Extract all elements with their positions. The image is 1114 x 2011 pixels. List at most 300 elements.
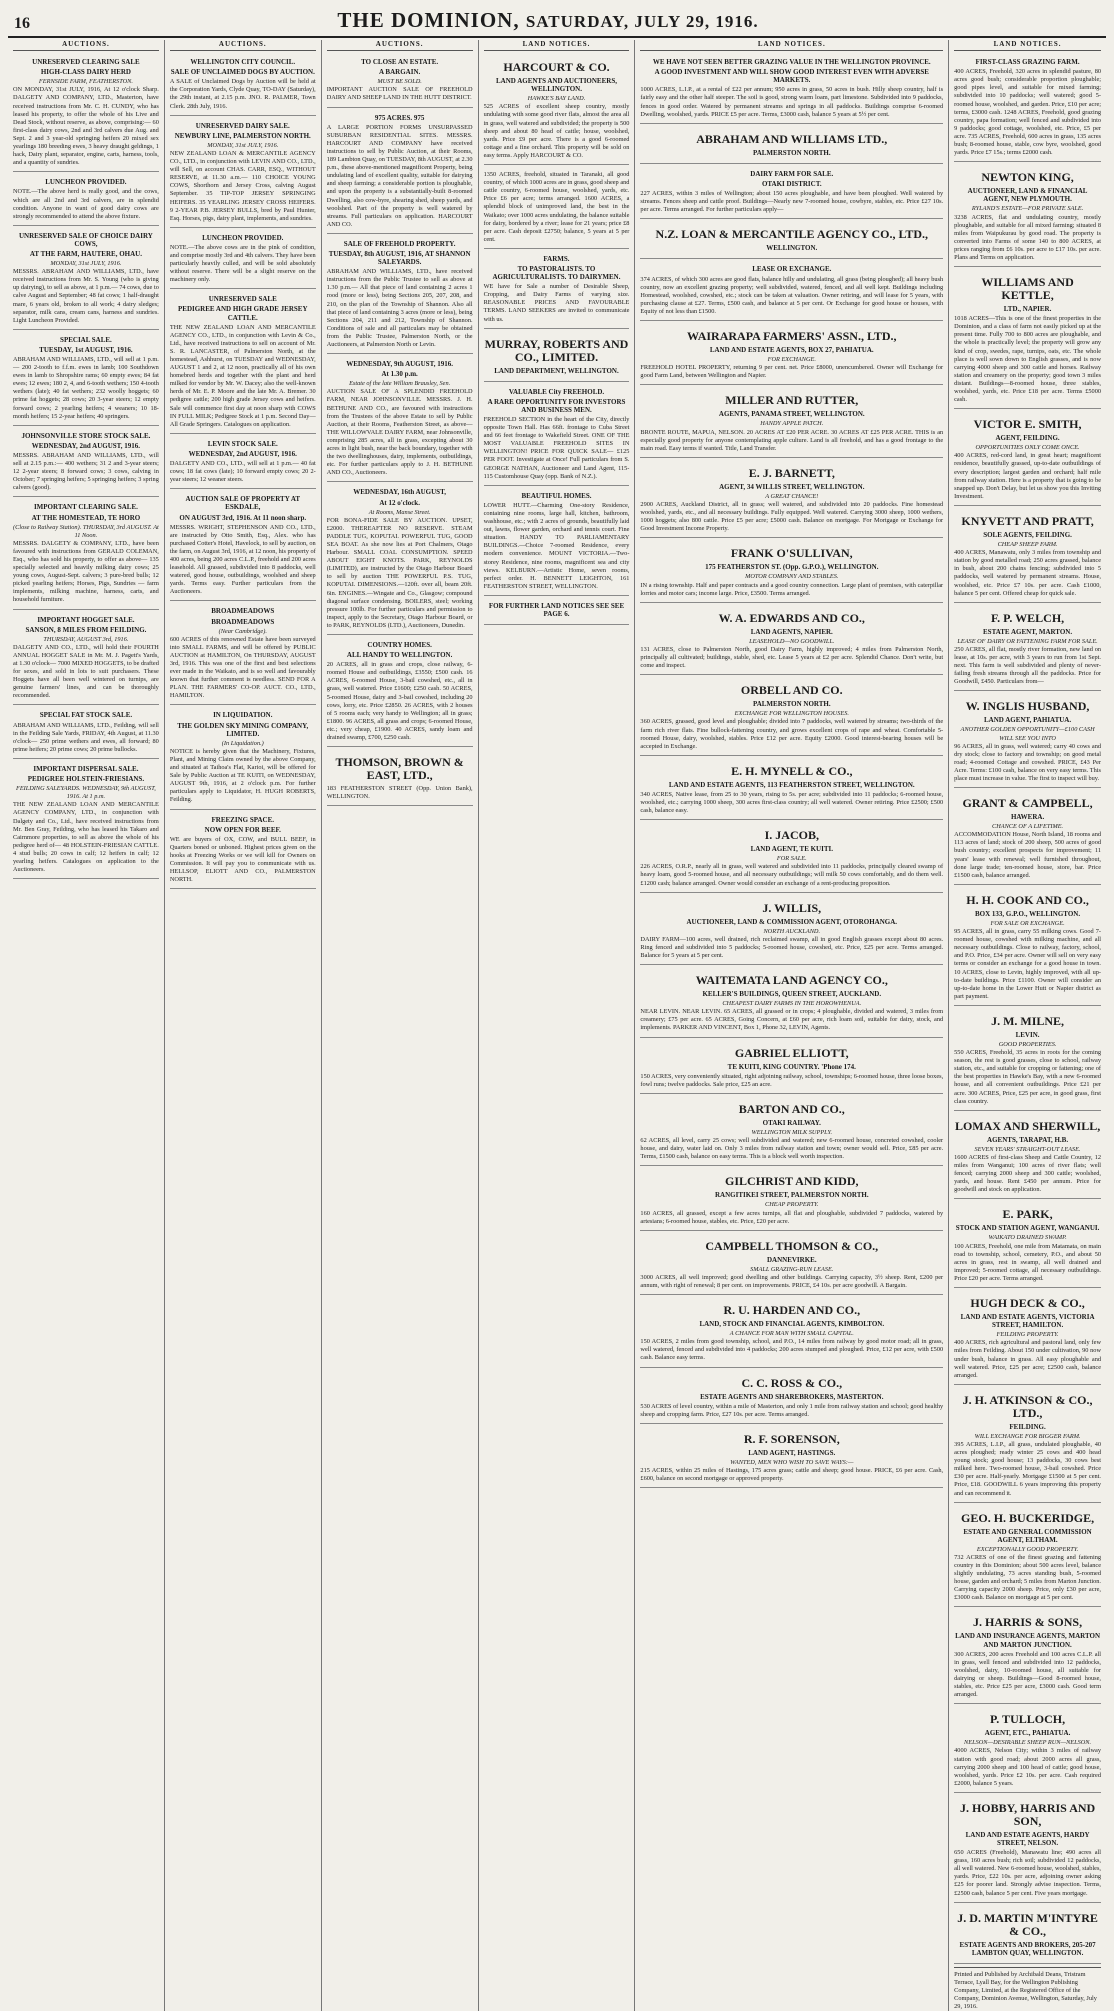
advertisement	[640, 388, 943, 457]
ad-headline: ORBELL AND CO.	[740, 683, 843, 698]
ad-body: ABRAHAM AND WILLIAMS, LTD., will sell at 1 p.m.— 200 2-tooth to f.f.m. ewes in lamb; 100 Southdown ewes in lamb to Shropshire rams; 60 empty ewes; 84 fat ewes; 12 ewes; 180 2, 4, and 6-tooth wethers; 150 4-tooth wethers (late); 40 fat wethers; 232 woolly hoggets; 60 prime fat hoggets; 28 cows; 20 3-year steers; 12 empty forward cows; 2 yearling heifers; 4 weaners; 10 18-month heifers; 15 2-year heifers; 40 springers.	[13, 356, 159, 420]
ad-body: 550 ACRES, Freehold, 35 acres in roots for the coming season, the rest is good grasses, close to school, railway station, etc., and suitable for cropping or fattening; one of the best properties in Hawke's Bay, with a new 6-roomed house, and all convenient outbuildings. Price £21 per acre. 300 ACRES, Price, £25 per acre, in good grass, first class country.	[954, 1049, 1101, 1105]
ad-body: BRONTE ROUTE, MAPUA, NELSON. 20 ACRES AT £20 PER ACRE. 30 ACRES AT £25 PER ACRE. THIS is an especially good property for anyone contemplating apple culture. Land is all freehold, and has a good frontage to the main road. Easy terms if wanted. Title, Land Transfer.	[640, 428, 944, 452]
ad-body: 525 ACRES of excellent sheep country, mostly undulating with some good river flats, almost the area all in grass, well watered and subdivided; the property is 500 sheep and about 80 head of cattle; house, woolshed, yards. Price £9 per acre. There is a good 6-roomed cottage and a fine orchard. This property will be sold on easy terms. Apply HARCOURT & CO.	[483, 103, 630, 159]
ad-body: 1018 ACRES—This is one of the finest properties in the Dominion, and a class of farm not easily picked up at the present time. Fully 700 to 800 acres are ploughable, and the whole is practically level; the property will grow any kind of crop, swedes, rape, turnips, oats, etc. The whole place is well sown down to English grasses, and is now carrying 4000 sheep and 300 cattle and horses. Railway station and creamery on the property; good town 3 miles distant. Buildings—8-roomed house, three stables, woolshed, yards, etc. Price £18 per acre. Terms £5000 cash.	[954, 315, 1101, 404]
ad-headline: BARTON AND CO.,	[738, 1101, 845, 1116]
ad-headline: LEVIN STOCK SALE.	[207, 439, 278, 448]
ad-headline: WILLIAMS AND KETTLE,	[981, 275, 1074, 303]
masthead	[8, 6, 1106, 38]
ad-subtitle: GOOD PROPERTIES.	[998, 1040, 1057, 1048]
ad-headline: FOR FURTHER LAND NOTICES SEE SEE PAGE 6.	[488, 601, 625, 618]
ad-body: 227 ACRES, within 3 miles of Wellington; about 150 acres ploughable, and have been ploughed. Well watered by streams. Fences sheep and cattle proof. Buildings—Nearly new 7-roomed house, cowbyre, stables, etc. Price £27 10s. per acre. Terms arranged. For further particulars apply—	[640, 190, 944, 214]
ad-headline: MILLER AND RUTTER,	[725, 393, 859, 408]
ad-headline: I. JACOB,	[764, 828, 819, 843]
ad-subtitle: At Rooms, Manse Street.	[368, 508, 431, 516]
ad-headline: MURRAY, ROBERTS AND CO., LIMITED.	[484, 336, 629, 364]
ad-subtitle: MONDAY, 31st JULY, 1916.	[50, 260, 122, 268]
ad-body: 2900 ACRES, Auckland District, all in grass; well watered, and subdivided into 20 paddocks. Fine homestead woolshed, yards, etc., and all necessary buildings. Fully equipped. Well watered. Carrying 3000 sheep, 1000 wethers, 1000 hoggets; also 800 cattle. Price £5 per acre; £5000 cash. Balance on mortgage. For Mortgage or Exchange for Good Investment Income Property.	[640, 501, 944, 533]
ad-headline: COUNTRY HOMES.	[367, 641, 432, 649]
issue-date: SATURDAY, JULY 29, 1916.	[525, 12, 759, 31]
ad-headline: VALUABLE City FREEHOLD.	[508, 387, 605, 396]
ad-headline: IMPORTANT CLEARING SALE.	[33, 503, 138, 512]
ad-headline: J. D. MARTIN M'INTYRE & CO.,	[957, 1910, 1098, 1938]
ad-subtitle: WAIKATO DRAINED SWAMP.	[988, 1234, 1067, 1242]
advertisement	[954, 412, 1101, 506]
ad-headline: C. C. ROSS & CO.,	[741, 1375, 843, 1390]
ad-headline: GRANT & CAMPBELL,	[962, 796, 1093, 811]
newspaper-title	[337, 8, 758, 36]
ad-title: TE KUITI, KING COUNTRY. 'Phone 174.	[727, 1062, 856, 1071]
ad-body: 4000 ACRES, Nelson City; within 3 miles of railway station with good road; about 2000 acres all grass, carrying 2000 sheep and 100 head of cattle; good house, woolshed, yards. Price £2 10s. per acre. Cash required £2000, balance 5 years.	[954, 1747, 1101, 1787]
ad-subtitle: WILL EXCHANGE FOR BIGGER FARM.	[974, 1432, 1081, 1440]
ad-title: NOW OPEN FOR BEEF.	[204, 825, 281, 834]
ad-body: MESSRS. ABRAHAM AND WILLIAMS, LTD., have received instructions from Mr. S. Young (who is giving up dairying), to sell as above, at 1 p.m.— 74 cows, due to calve August and September; 48 fat cows; 1 half-draught mare, 6 years old, broken to all work; 4 dairy sledges; separator, milk cans, cream cans, harness and sundries. Light Luncheon Provided.	[13, 268, 159, 324]
ad-body: FOR BONA-FIDE SALE BY AUCTION. UPSET, £2000. THEREAFTER NO RESERVE. STEAM PADDLE TUG, KOPUTAI. POWERFUL TUG, GOOD SEA BOAT. As she now lies at Port Chalmers, Otago Harbour. SMALL COAL CONSUMPTION. SPEED ABOUT EIGHT KNOTS. PARK, REYNOLDS (LIMITED), are instructed by the Otago Harbour Board to sell by auction THE POWERFUL P.S. TUG, KOPUTAI. DIMENSIONS.—120ft. over all, beam 20ft. 6in. ENGINES.—Wingate and Co., Glasgow; compound diagonal surface condensing. BOILERS, steel; working pressure 100lb. For further particulars and permission to inspect, apply to the Secretary, Otago Harbour Board, or to PARK, REYNOLDS (LTD.), Auctioneers, Dunedin.	[326, 516, 473, 629]
advertisement	[484, 385, 630, 486]
ad-title: LAND AGENT, PAHIATUA.	[984, 716, 1072, 725]
ad-title: LAND AGENTS AND AUCTIONEERS, WELLINGTON.	[496, 77, 617, 94]
advertisement	[954, 1009, 1101, 1111]
advertisement	[640, 1427, 943, 1488]
ad-headline: WEDNESDAY, 9th AUGUST, 1916.	[346, 360, 453, 369]
ad-subtitle: FOR EXCHANGE.	[767, 356, 816, 364]
column-3	[322, 40, 479, 2011]
advertisement	[170, 119, 316, 228]
ad-title: At 12 o'clock.	[379, 498, 420, 507]
ad-body: 395 ACRES, L.I.P., all grass, undulated ploughable, 40 acres ploughed; ready winter 25 cows and 400 head young stock; good house; 13 paddocks, 30 cows best milked here. Two-roomed house, 3-bail cowshed. Price £30 per acre. Half-yearly. Mortgage £1500 at 5 per cent. Price, £18. GOODWILL 6 years improving this property and can recommend it.	[954, 1440, 1101, 1497]
ad-body: 1350 ACRES, freehold, situated in Taranaki, all good country, of which 1000 acres are in grass, good sheep and cattle country, 6-roomed house, woolshed, yards, etc. Price £6 per acre; terms arranged. 1600 ACRES, a splendid block of unimproved land, the best in the Waikato; over 1000 acres undulating, the balance suitable for dairy, bordered by a river; lease for 21 years; price £8 per acre. Cash deposit £2750; balance, 5 years at 5 per cent.	[483, 171, 630, 243]
ad-title: AUCTIONEER, LAND & FINANCIAL AGENT, NEW PLYMOUTH.	[967, 187, 1088, 204]
ad-body: 530 ACRES of level country, within a mile of Masterton, and only 1 mile from railway station and school; good healthy sheep and cropping farm. Price, £27 10s. per acre. Terms arranged.	[640, 1402, 944, 1418]
printer-imprint: Printed and Published by Archibald Deans, Tristram Terrace, Lyall Bay, for the Wellington Publishing Company, Limited, at the Registered Office of the Company, Dominion Avenue, Wellington, Saturday, July 29, 1916.	[954, 1967, 1101, 2011]
advertisement	[954, 270, 1101, 409]
ad-title: PEDIGREE AND HIGH GRADE JERSEY CATTLE.	[178, 305, 308, 322]
ad-title: HAWERA.	[1010, 813, 1045, 822]
advertisement	[13, 229, 159, 330]
advertisement	[640, 222, 943, 259]
advertisement	[954, 1388, 1101, 1503]
ad-headline: WEDNESDAY, 16th AUGUST,	[353, 488, 446, 497]
ad-headline: UNRESERVED CLEARING SALE	[32, 58, 140, 67]
ad-headline: CAMPBELL THOMSON & CO.,	[705, 1238, 879, 1253]
column-header: AUCTIONS.	[327, 40, 473, 51]
page-columns	[8, 40, 1106, 2010]
advertisement	[170, 292, 316, 434]
ad-subtitle: MUST BE SOLD.	[377, 78, 422, 86]
ad-headline: SPECIAL SALE.	[60, 335, 112, 344]
column-5	[635, 40, 949, 2011]
ad-body: 150 ACRES, 2 miles from good township, school, and P.O., 14 miles from railway by good motor road; all in grass, well watered, fenced and subdivided into 4 paddocks; 200 acres stumped and ploughed. Price, £12 per acre, with £500 cash. Balance easy terms.	[640, 1338, 944, 1362]
ad-body: 183 FEATHERSTON STREET (Opp. Union Bank), WELLINGTON.	[326, 785, 473, 801]
ad-title: LAND AND ESTATE AGENTS, BOX 27, PAHIATUA.	[709, 345, 874, 354]
ad-subtitle: NORTH AUCKLAND.	[763, 927, 821, 935]
advertisement	[327, 357, 473, 482]
ad-title: RANGITIKEI STREET, PALMERSTON NORTH.	[714, 1191, 869, 1200]
ad-subtitle: CHEAPEST DAIRY FARMS IN THE HOROWHENUA.	[722, 1000, 862, 1008]
ad-title: AUCTIONEER, LAND & COMMISSION AGENT, OTOROHANGA.	[686, 917, 898, 926]
ad-headline: BEAUTIFUL HOMES.	[521, 491, 592, 500]
ad-title: DANNEVIRKE.	[766, 1255, 817, 1264]
ad-body: MESSRS. WRIGHT, STEPHENSON AND CO., LTD., are instructed by Otto Smith, Esq., Alex. who has purchased Cotter's Hotel, Havelock, to sell by auction, on the farm, on August 3rd, 1916, at 12 noon, his property of 400 acres, being 200 acres C.L.P., freehold and 200 acres leasehold. All grassed, subdivided into 8 paddocks, well watered, good house, outbuildings, woolshed and sheep yards. Terms easy. Further particulars from the Auctioneers.	[169, 523, 316, 596]
advertisement	[640, 606, 943, 675]
advertisement	[640, 127, 943, 164]
ad-subtitle: Estate of the late William Brausley, Sen.	[349, 380, 451, 388]
ad-title: NEWBURY LINE, PALMERSTON NORTH.	[174, 131, 311, 140]
ad-title: PALMERSTON NORTH.	[752, 700, 831, 709]
ad-headline: FIRST-CLASS GRAZING FARM.	[975, 58, 1080, 67]
ad-body: DAIRY FARM—100 acres, well drained, rich reclaimed swamp, all in good English grasses except about 80 acres. Ring fenced and subdivided into 5 paddocks; 5-roomed house, cowshed, etc. Price, £25 per acre. Terms arranged. Balance for 5 years at 5 per cent.	[640, 935, 944, 959]
ad-title: SOLE AGENTS, FEILDING.	[983, 530, 1072, 539]
advertisement	[170, 813, 316, 890]
ad-headline: GABRIEL ELLIOTT,	[734, 1045, 849, 1060]
advertisement	[327, 111, 473, 234]
column-header: LAND NOTICES.	[484, 40, 630, 51]
ad-headline: R. U. HARDEN AND CO.,	[723, 1303, 861, 1318]
ad-headline: J. HOBBY, HARRIS AND SON,	[959, 1800, 1096, 1828]
ad-body: NOTE.—The above cows are in the pink of condition, and comprise mostly 3rd and 4th calvers. They have been particularly heavily culled, and will be sold absolutely without reserve. There will be a slight reserve on the machinery only.	[169, 243, 316, 284]
advertisement	[640, 823, 943, 892]
ad-headline: IMPORTANT DISPERSAL SALE.	[33, 764, 139, 773]
ad-headline: H. H. COOK AND CO.,	[966, 892, 1089, 907]
ad-headline: NEWTON KING,	[981, 170, 1074, 185]
ad-body: 400 ACRES, Manawatu, only 3 miles from township and station by good metalled road; 250 acres grassed, balance in bush, about 200 chains fencing; subdivided into 5 paddocks, well watered by permanent streams. House, woolshed, etc. Price £7 10s. per acre. Cash £1000, balance 5 per cent. Offered cheap for quick sale.	[954, 549, 1101, 597]
ad-headline: VICTOR E. SMITH,	[973, 417, 1082, 432]
ad-subtitle: A GREAT CHANCE!	[765, 492, 819, 500]
advertisement	[640, 678, 943, 756]
ad-body: NEW ZEALAND LOAN & MERCANTILE AGENCY CO., LTD., in conjunction with LEVIN AND CO., LTD., will Sell, on account CHAS. CARR, ESQ., WITHOUT RESERVE, at 11.30 a.m.— 110 CHOICE YOUNG COWS, Shorthorn and Jersey Cross, calving August September. 35 TIP-TOP JERSEY SPRINGING HEIFERS. 35 YEARLING JERSEY CROSS HEIFERS. 9 2-YEAR P.B. JERSEY BULLS, bred by Paul Hunter, Esq. Horses, pigs, dairy plant, implements, and sundries.	[169, 149, 316, 222]
ad-body: 100 ACRES, Freehold, one mile from Matamata, on main road to township, school, cemetery, P.O., and about 50 acres in grass, rest in swamp, all well drained and improved; 5-roomed cottage, all necessary outbuildings. Price £20 per acre. Terms arranged.	[954, 1242, 1101, 1282]
advertisement	[327, 485, 473, 635]
ad-subtitle: FEILDING PROPERTY.	[996, 1331, 1059, 1339]
ad-headline: E. J. BARNETT,	[748, 465, 835, 480]
ad-title: ESTATE AGENT, MARTON.	[983, 627, 1073, 636]
ad-headline: J. HARRIS & SONS,	[973, 1615, 1083, 1630]
ad-title: A GOOD INVESTMENT AND WILL SHOW GOOD INTEREST EVEN WITH ADVERSE MARKETS.	[654, 68, 929, 85]
advertisement	[640, 461, 943, 539]
ad-title: LAND DEPARTMENT, WELLINGTON.	[494, 366, 619, 375]
advertisement	[327, 638, 473, 747]
ad-headline: P. TULLOCH,	[990, 1712, 1066, 1727]
ad-body: AUCTION SALE OF A SPLENDID FREEHOLD FARM, NEAR JOHNSONVILLE. MESSRS. J. H. BETHUNE AND CO., are favoured with instructions from the Trustees of the above Estate to sell by Public Auction, at their Rooms, Featherston Street, as above— THE WILLOWVALE DAIRY FARM, near Johnsonville, comprising 285 acres, all in grass, excepting about 30 acres in light bush, near the back boundary, together with the two dwellinghouses, dairy, implements, outbuildings, etc. For further particulars apply to J. H. BETHUNE AND CO., Auctioneers.	[326, 388, 473, 477]
advertisement	[327, 55, 473, 107]
advertisement	[954, 791, 1101, 885]
ad-subtitle: FOR SALE OR EXCHANGE.	[990, 919, 1065, 927]
ad-subtitle: NELSON—DESIRABLE SHEEP RUN—NELSON.	[964, 1739, 1092, 1747]
ad-headline: BROADMEADOWS	[211, 607, 275, 616]
advertisement	[640, 167, 943, 219]
ad-body: 20 ACRES, all in grass and crops, close railway, 6-roomed House and outbuildings, £3550; £500 cash. 16 ACRES, 6-roomed House, 3-bail cowshed, etc., all in grass, well watered. Price £1600; £250 cash. 50 ACRES, 5-roomed House, dairy and 3-bail cowshed, including 20 cows, lorry, etc. Price £2850. 26 ACRES, with 2 houses of 5 rooms each; very handy to Wellington; all in grass; £1800. 96 ACRES, all grass and crops; 6-roomed House, etc.; very cheap, £1900. 40 ACRES, sandy loam and drained swamp, £700, £250 cash.	[326, 661, 473, 742]
ad-subtitle: MONDAY, 31st JULY, 1916.	[207, 141, 279, 149]
page-number: 16	[14, 15, 30, 32]
ad-title: LAND AND INSURANCE AGENTS, MARTON AND MARTON JUNCTION.	[955, 1632, 1101, 1649]
ad-title: SANSON, 8 MILES FROM FEILDING.	[25, 625, 147, 634]
advertisement	[640, 1234, 943, 1295]
ad-headline: W. INGLIS HUSBAND,	[965, 699, 1090, 714]
ad-headline: ABRAHAM AND WILLIAMS LTD.,	[696, 131, 888, 146]
advertisement	[13, 175, 159, 225]
advertisement	[954, 888, 1101, 1006]
ad-body: DALGETY AND CO., LTD., will hold their FOURTH ANNUAL HOGGET SALE in Mr. M. J. Pagett's Yards, at 1.30 o'clock— 7000 MIXED HOGGETS, to be drafted for sexes, and sold in lots to suit purchasers. These Hoggets have all been well wintered on turnips, are genuine farmers' lines, and can be thoroughly recommended.	[13, 643, 159, 700]
ad-headline: IN LIQUIDATION.	[213, 711, 273, 720]
ad-subtitle: EXCHANGE FOR WELLINGTON HOUSES.	[734, 710, 849, 718]
ad-headline: THOMSON, BROWN & EAST, LTD.,	[335, 755, 464, 783]
ad-headline: UNRESERVED SALE	[208, 295, 277, 304]
ad-subtitle: HANDY APPLE PATCH.	[760, 420, 824, 428]
advertisement	[640, 1041, 943, 1094]
ad-body: THE NEW ZEALAND LOAN AND MERCANTILE AGENCY CO., LTD., in conjunction with Levin & Co., Ltd., have received instructions to sell on account of Mr. S. R. LANCASTER, of Palmerston North, at the homestead, Ashhurst, on TUESDAY and WEDNESDAY, AUGUST 1 and 2, at 12 noon, practically all of his own homebred herds and together with the plant and herd milked for vendor by Mr. W. Dacey; also the well-known herds of Mr. E. P. Moore and the late Mr. A. Bremer. 30 pedigree cattle; 200 high grade Jersey cows and heifers. Sale will commence first day at noon sharp with COWS IN FULL MILK; Pedigree Stock at 1 p.m. Second Day—All Grade Springers. Catalogues on application.	[169, 323, 316, 428]
ad-subtitle: (Close to Railway Station). THURSDAY, 3rd AUGUST. At 11 Noon.	[13, 523, 159, 539]
ad-body: THE NEW ZEALAND LOAN AND MERCANTILE AGENCY COMPANY, LTD., in conjunction with Dalgety and Co., Ltd., have received instructions from Mr. Ben Gray, Feilding, who has leased his Takaro and Cairnmore properties, to sell as above the whole of his pedigree herd of— 48 HOLSTEIN-FRIESIAN CATTLE. 4 stud bulls; 20 cows in calf; 12 heifers in calf; 12 yearling heifers. Catalogues on application to the Auctioneers.	[13, 801, 159, 874]
ad-title: A RARE OPPORTUNITY FOR INVESTORS AND BUSINESS MEN.	[487, 397, 626, 414]
ad-headline: JOHNSONVILLE STORE STOCK SALE.	[21, 431, 151, 440]
advertisement	[640, 55, 943, 124]
ad-body: 3238 ACRES, flat and undulating country, mostly ploughable, and suitable for all mixed farming; situated 8 miles from Waipukurau by good road. The property is converted into Farms of some 140 to 800 ACRES, at prices ranging from £6 10s. per acre to £17 10s. per acre. Plans and Terms on application.	[954, 213, 1101, 261]
advertisement	[13, 500, 159, 609]
advertisement	[170, 55, 316, 116]
column-1	[8, 40, 165, 2011]
ad-title: AGENT, ETC., PAHIATUA.	[984, 1729, 1071, 1738]
advertisement	[640, 1298, 943, 1367]
ad-title: ALL HANDY TO WELLINGTON.	[346, 651, 453, 660]
ad-body: 400 ACRES, rich agricultural and pastoral land, only few miles from Feilding. About 150 under cultivation, 90 now under bush, balance in grass. All easy ploughable and well watered. Price, £25 per acre; £2500 cash, balance arranged.	[954, 1339, 1101, 1379]
ad-body: 400 ACRES, red-cord land, in great heart; magnificent residence, beautifully grassed, up-to-date outbuildings of every description; largest garden and orchard; half mile from railway station. Here is a property that is going to be snapped up. Don't Delay, but let us show you this Inviting Investment.	[954, 452, 1101, 500]
ad-body: FREEHOLD HOTEL PROPERTY, returning 9 per cent. net. Price £8000, unencumbered. Owner will Exchange for good Farm Land, between Wellington and Napier.	[640, 364, 944, 380]
advertisement	[13, 762, 159, 879]
advertisement	[13, 55, 159, 172]
advertisement	[954, 694, 1101, 788]
ad-body: 62 ACRES, all level, carry 25 cows; well subdivided and watered; new 6-roomed house, concreted cowshed, cooler house, and dairy, water laid on. Only 3 miles from railway station and town; owner would sell. Price, £85 per acre. Terms, £1500 cash, balance on easy terms. This is a block well worth inspection.	[640, 1137, 944, 1161]
ad-body: WE have for Sale a number of Desirable Sheep, Cropping, and Dairy Farms of varying size. REASONABLE PRICES AND FAVOURABLE TERMS. LAND SEEKERS are invited to communicate with us.	[483, 283, 630, 323]
advertisement	[484, 489, 630, 596]
ad-body: 360 ACRES, grassed, good level and ploughable; divided into 7 paddocks, well watered by streams; two-thirds of the farm rich river flats. Fine bullock-fattening country, and grows excellent crops of rape and wheat. Comfortable 5-roomed House, dairy, woolshed, stables. Price £12 per acre. Equity £2000. Good interest-bearing houses will be accepted in Exchange.	[640, 718, 944, 750]
ad-headline: SALE OF FREEHOLD PROPERTY.	[343, 239, 456, 248]
ad-body: 1600 ACRES of first-class Sheep and Cattle Country, 12 miles from Wanganui; 100 acres of river flats; well fenced; carrying 2000 sheep and 300 cattle; woolshed, yards, and house. Rent £450 per annum. Price for goodwill and stock on application.	[954, 1153, 1101, 1194]
ad-title: TUESDAY, 8th AUGUST, 1916, AT SHANNON SALEYARDS.	[328, 249, 471, 267]
ad-title: LAND AGENT, TE KUITI.	[750, 845, 833, 854]
advertisement	[13, 429, 159, 498]
ad-headline: 975 ACRES. 975	[374, 113, 425, 122]
advertisement	[954, 55, 1101, 162]
ad-title: AGENTS, PANAMA STREET, WELLINGTON.	[718, 410, 865, 419]
column-header: AUCTIONS.	[13, 40, 159, 51]
advertisement	[484, 168, 630, 249]
ad-body: ACCOMMODATION House, North Island, 18 rooms and 113 acres of land; stock of 200 sheep, 500 acres of good bush country; excellent prospects for improvement; 11 years' lease with renewal; well furnished throughout, done large trade; ten-roomed house, store, bar. Price £1500 cash, balance arranged.	[954, 831, 1101, 879]
ad-title: WEDNESDAY, 2nd AUGUST, 1916.	[188, 449, 297, 458]
ad-body: 3000 ACRES, all well improved; good dwelling and other buildings. Carrying capacity, 3½ sheep. Rent, £200 per annum, with right of renewal; 8 per cent. on improvements. PRICE, £4 10s. per acre goodwill. A Bargain.	[640, 1273, 944, 1289]
advertisement	[327, 237, 473, 354]
ad-title: LAND AND ESTATE AGENTS, HARDY STREET, NELSON.	[965, 1830, 1090, 1847]
advertisement	[640, 1169, 943, 1230]
ad-title: ON AUGUST 3rd, 1916. At 11 noon sharp.	[179, 513, 307, 522]
advertisement	[640, 262, 943, 321]
ad-title: LTD., NAPIER.	[1003, 305, 1052, 314]
ad-body: ON MONDAY, 31st JULY, 1916, At 12 o'clock Sharp. DALGETY AND COMPANY, LTD., Masterton, have received instructions from Mr. C. H. CUNDY, who has leased his property, to offer the whole of his Live and Dead Stock, without reserve, as above, comprising:— 60 first-class dairy cows, 2nd and 3rd calvers due Aug. and Sept. 2 and 3 year-old springing heifers 20 mixed sex yearlings 180 breeding ewes, 3 heavy draught geldings, 1 hack, Dairy plant, separator, engine, carts, harness, tools, and a quantity of sundries.	[13, 86, 159, 167]
ad-title: STOCK AND STATION AGENT, WANGANUI.	[955, 1224, 1100, 1233]
advertisement	[484, 332, 630, 382]
ad-subtitle: (In Liquidation.)	[221, 739, 264, 747]
ad-headline: FRANK O'SULLIVAN,	[730, 546, 853, 561]
ad-title: SALE OF UNCLAIMED DOGS BY AUCTION.	[170, 68, 315, 77]
advertisement	[484, 252, 630, 329]
ad-title: ESTATE AND GENERAL COMMISSION AGENT, ELTHAM.	[963, 1527, 1092, 1544]
ad-subtitle: CHEAP PROPERTY.	[765, 1201, 819, 1209]
ad-body: A LARGE PORTION FORMS UNSURPASSED SUBURBAN RESIDENTIAL SITES. MESSRS. HARCOURT AND COMPANY have received instructions to sell by Public Auction, at their Rooms, 189 Lambton Quay, on TUESDAY, 8th AUGUST, at 2.30 p.m., these above-mentioned magnificent Property, being undulating land of excellent quality, suitable for dairying and sheep farming; a considerable portion is ploughable, and upon the property is a substantially-built 8-roomed Dwelling, also cow-byre, shearing shed, sheep yards, and woolshed. Part of the property is well watered by streams. Full particulars on application. HARCOURT AND CO.	[326, 123, 473, 228]
column-header: LAND NOTICES.	[640, 40, 943, 51]
advertisement	[640, 896, 943, 965]
ad-headline: LOMAX AND SHERWILL,	[954, 1118, 1101, 1133]
ad-body: IN a rising township. Half and paper contracts and a good country connection. Large plant of premises, with caterpillar lorries and motor cars; income large. Price, £3500. Terms arranged.	[640, 581, 944, 597]
ad-title: LAND AND ESTATE AGENTS, VICTORIA STREET, HAMILTON.	[960, 1313, 1095, 1330]
ad-headline: LUNCHEON PROVIDED.	[202, 233, 284, 242]
ad-title: LAND AGENT, HASTINGS.	[748, 1448, 836, 1457]
ad-subtitle: CHEAP SHEEP FARM.	[997, 541, 1058, 549]
ad-subtitle: RYLAND'S ESTATE—FOR PRIVATE SALE.	[971, 205, 1084, 213]
ad-title: AGENTS, TARAPAT, H.B.	[987, 1135, 1069, 1144]
ad-subtitle: LEASEHOLD—NO GOODWILL.	[749, 637, 835, 645]
advertisement	[13, 333, 159, 426]
ad-body: 226 ACRES, O.R.P., nearly all in grass, well watered and subdivided into 11 paddocks, principally cleared swamp of heavy loam, good 5-roomed house, and all necessary outbuildings; will milk 50 cows comfortably, and do them well. £1200 cash; balance arranged. Owner would consider an exchange of a rent-producing proposition.	[640, 863, 944, 887]
ad-title: THE GOLDEN SKY MINING COMPANY, LIMITED.	[177, 721, 309, 738]
advertisement	[170, 437, 316, 489]
advertisement	[954, 606, 1101, 692]
advertisement	[13, 708, 159, 758]
ad-body: MESSRS. DALGETY & COMPANY, LTD., have been favoured with instructions from GERALD COLEMAN, Esq., who has sold his property, to offer as above— 135 specially selected and heavily milking dairy cows; 25 young cows, August-Sept. calvers; 3 pure-bred bulls; 12 picked yearling heifers; Horses, Pigs, Sundries — farm implements, milking machine, harness, carts, and household furniture.	[13, 539, 159, 604]
ad-title: WEDNESDAY, 2nd AUGUST, 1916.	[31, 441, 141, 450]
ad-subtitle: FERNSIDE FARM, FEATHERSTON.	[38, 78, 133, 86]
ad-title: AGENT, FEILDING.	[995, 434, 1060, 443]
ad-body: 160 ACRES, all grassed, except a few acres turnips, all flat and ploughable, subdivided 7 paddocks, watered by artesians; 6-roomed house, stables, etc. Price, £20 per acre.	[640, 1209, 944, 1225]
column-4	[479, 40, 636, 2011]
advertisement	[954, 165, 1101, 267]
ad-headline: F. P. WELCH,	[990, 610, 1065, 625]
ad-subtitle: EXCEPTIONALLY GOOD PROPERTY.	[976, 1545, 1079, 1553]
ad-headline: LEASE OR EXCHANGE.	[752, 265, 832, 274]
ad-subtitle: (Near Cambridge).	[218, 627, 267, 635]
ad-title: LEVIN.	[1015, 1030, 1040, 1039]
advertisement	[170, 492, 316, 601]
ad-title: WELLINGTON.	[766, 244, 818, 253]
ad-body: 340 ACRES, Native lease, from 25 to 30 years, rising to 5s. per acre; subdivided into 11 paddocks; 6-roomed house, woolshed, etc.; carrying 1000 sheep, 300 acres first-class country; all well watered. Owner retiring. Price £2500; £500 cash, balance easy.	[640, 790, 944, 815]
ad-body: 400 ACRES, Freehold, 320 acres in splendid pasture, 80 acres good bush; considerable proportion ploughable; good pipes level, and suitable for mixed farming; subdivided into 10 paddocks; well watered; good 5-roomed house, woolshed, and garden. Price, £10 per acre; terms, £3000 cash. 1248 ACRES, Freehold, good grazing country, papa formation; well fenced and subdivided into 9 paddocks; good cottage, woolshed, etc. Price, £5 per acre. 735 ACRES, Freehold, 600 acres in grass, 135 acres bush; 8-roomed house, stable, cow byre, woolshed, good yards. Price £7 15s.; terms £2000 cash.	[954, 68, 1101, 157]
ad-headline: TO CLOSE AN ESTATE.	[361, 58, 439, 67]
advertisement	[640, 324, 943, 385]
ad-headline: DAIRY FARM FOR SALE.	[750, 169, 834, 178]
ad-body: ABRAHAM AND WILLIAMS, LTD., Feilding, will sell in the Feilding Sale Yards, FRIDAY, 4th August, at 11.30 o'clock— 250 prime wethers and ewes, all forward; 80 prime heifers; 20 prime cows; 20 prime bullocks.	[13, 721, 159, 753]
ad-title: PEDIGREE HOLSTEIN-FRIESIANS.	[27, 775, 145, 784]
ad-body: 650 ACRES (Freehold), Manawatu line; 490 acres all grass, 160 acres bush; rich soil; subdivided 12 paddocks, all well watered. New 6-roomed house, woolshed, stables, yards. Price, £22 10s. per acre, adjoining owner asking £25 for poorer land. Strongly advise inspection. Terms, £2500 cash, balance 5 per cent. Five years mortgage.	[954, 1849, 1101, 1897]
advertisement	[484, 599, 630, 625]
ad-body: NEAR LEVIN. NEAR LEVIN. 65 ACRES, all grassed or in crops; 4 ploughable, divided and watered, 3 miles from creamery; £75 per acre. 65 ACRES, Going Concern, at £60 per acre, rich loam soil, suitable for dairy, stock, and implements. PARKER AND VINCENT, Box 1, Phone 32, LEVIN, Agents.	[640, 1008, 944, 1032]
ad-title: AT THE HOMESTEAD, TE HORO	[31, 513, 141, 522]
ad-title: BOX 133, G.P.O., WELLINGTON.	[975, 909, 1081, 918]
ad-headline: GILCHRIST AND KIDD,	[725, 1174, 859, 1189]
column-header: LAND NOTICES.	[954, 40, 1101, 51]
advertisement	[954, 1506, 1101, 1608]
advertisement	[954, 1707, 1101, 1793]
ad-body: LOWER HUTT.—Charming One-story Residence, containing nine rooms, large hall, kitchen, bathroom, washhouse, etc.; with 2 acres of grounds, beautifully laid out, lawns, flower garden, orchard and tennis court. Fine situation. HANDY TO PARLIAMENTARY BUILDINGS.—Choice 7-roomed Residence, every modern convenience. MOUNT VICTORIA.—Two-storey Residence, nine rooms, magnificent sea and city views. KELBURN.—Artistic Home, seven rooms, perfect order. H. BENNETT LEIGHTON, 161 FEATHERSTON STREET, WELLINGTON.	[483, 501, 630, 590]
column-6	[949, 40, 1106, 2011]
ad-headline: WE HAVE NOT SEEN BETTER GRAZING VALUE IN THE WELLINGTON PROVINCE.	[652, 58, 931, 67]
ad-title: TUESDAY, 1st AUGUST, 1916.	[39, 345, 133, 354]
ad-title: A BARGAIN.	[379, 68, 421, 77]
ad-title: LAND AGENTS, NAPIER.	[750, 627, 833, 636]
ad-headline: IMPORTANT HOGGET SALE.	[37, 615, 135, 624]
advertisement	[170, 231, 316, 290]
ad-subtitle: FOR SALE.	[776, 855, 807, 863]
ad-headline: R. F. SORENSON,	[743, 1431, 840, 1446]
ad-headline: GEO. H. BUCKERIDGE,	[961, 1510, 1095, 1525]
ad-title: AT THE FARM, HAUTERE, OHAU.	[29, 249, 142, 258]
ad-headline: FREEZING SPACE.	[211, 815, 275, 824]
advertisement	[954, 1291, 1101, 1385]
ad-subtitle: A CHANCE FOR MAN WITH SMALL CAPITAL.	[729, 1330, 854, 1338]
advertisement	[640, 759, 943, 820]
ad-title: ESTATE AGENTS AND BROKERS, 205-207 LAMBTON QUAY, WELLINGTON.	[959, 1940, 1096, 1957]
advertisement	[327, 750, 473, 806]
ad-headline: W. A. EDWARDS AND CO.,	[718, 610, 865, 625]
ad-body: 96 ACRES, all in grass, well watered; carry 40 cows and dry stock; close to factory and township; on good metal road; 4-roomed Cottage and cowshed. PRICE, £43 Per Acre. Terms: £100 cash, balance on very easy terms. This place must increase in value. The first to inspect will buy.	[954, 742, 1101, 782]
advertisement	[954, 1796, 1101, 1903]
ad-body: 250 ACRES, all flat, mostly river formation, new land on lease, at 10s. per acre, with 3 years to run from 1st Sept. next. This farm is well subdivided and plenty of never-failing fresh streams through all the paddocks. Price for Goodwill, £450. Particulars from—	[954, 645, 1101, 686]
ad-headline: LUNCHEON PROVIDED.	[45, 178, 127, 187]
ad-subtitle: WELLINGTON MILK SUPPLY.	[751, 1128, 833, 1136]
ad-headline: HUGH DECK & CO.,	[970, 1296, 1085, 1311]
ad-headline: J. WILLIS,	[762, 900, 822, 915]
ad-body: 732 ACRES of one of the finest grazing and fattening country in this Dominion; about 500 acres level, balance slightly undulating, 73 acres standing bush, 5-roomed house, garden and orchard; 5 miles from Marton Junction. Carrying capacity 2000 sheep. Price, only £30 per acre, £3000 cash. Balance on mortgage at 5 per cent.	[954, 1553, 1101, 1602]
ad-body: NOTE.—The above herd is really good, and the cows, which are all 2nd and 3rd calvers, are in splendid condition. Anyone in want of good dairy cows are strongly recommended to attend the above fixture.	[13, 188, 159, 220]
ad-body: IMPORTANT AUCTION SALE OF FREEHOLD DAIRY AND SHEEP LAND IN THE HUTT DISTRICT.	[326, 86, 473, 102]
ad-title: AGENT, 34 WILLIS STREET, WELLINGTON.	[719, 482, 865, 491]
ad-body: WE are buyers of OX, COW, and BULL BEEF, in Quarters boned or unboned. Highest prices given on the hooks at Freezing Works or we will kill for Owners on Commission. It will pay you to communicate with us. HELLSOP, ELIOTT AND CO., PALMERSTON NORTH.	[169, 835, 316, 884]
ad-title: FEILDING.	[1009, 1422, 1046, 1431]
ad-body: ABRAHAM AND WILLIAMS, LTD., have received instructions from the Public Trustee to sell as above at 1.30 p.m.— All that piece of land containing 2 acres 1 rood (more or less), being Sections 205, 207, 208, and 210, on the plan of the Township of Shannon. Also all that piece of land containing 3 acres (more or less), being Sections 204, 211 and 212, Township of Shannon. Conditions of sale and all particulars may be obtained from the Public Trustee, Palmerston North, or the Auctioneers, at Palmerston North or Levin.	[326, 268, 473, 348]
advertisement	[954, 1114, 1101, 1200]
ad-title: OTAKI DISTRICT.	[761, 179, 822, 188]
ad-body: 300 ACRES, 200 acres Freehold and 100 acres C.L.P. all in grass, well fenced and subdivided into 12 paddocks, woolshed, dairy, 10-roomed house, all suitable for dairying or sheep. Buildings—Good 8-roomed house, stables, etc. Price £25 per acre, £3000 cash. Good term arranged.	[954, 1650, 1101, 1699]
ad-subtitle: FEILDING SALEYARDS. WEDNESDAY, 9th AUGUST, 1916. At 1 p.m.	[15, 785, 156, 801]
ad-headline: KNYVETT AND PRATT,	[961, 513, 1094, 528]
ad-subtitle: MOTOR COMPANY AND STABLES.	[745, 573, 839, 581]
paper-name: THE DOMINION,	[337, 8, 520, 32]
ad-title: ESTATE AGENTS AND SHAREBROKERS, MASTERTON.	[700, 1392, 884, 1401]
ad-subtitle: OPPORTUNITIES ONLY COME ONCE.	[975, 444, 1080, 452]
ad-subtitle: HAWKE'S BAY LAND.	[527, 95, 586, 103]
ad-title: LAND, STOCK AND FINANCIAL AGENTS, KIMBOLTON.	[699, 1320, 885, 1329]
ad-title: 175 FEATHERSTON ST. (Opp. G.P.O.), WELLINGTON.	[705, 563, 879, 572]
ad-title: HIGH-CLASS DAIRY HERD	[40, 68, 131, 77]
ad-headline: N.Z. LOAN & MERCANTILE AGENCY CO., LTD.,	[655, 227, 929, 242]
ad-headline: WAIRARAPA FARMERS' ASSN., LTD.,	[687, 328, 897, 343]
ad-headline: WAITEMATA LAND AGENCY CO.,	[695, 973, 888, 988]
ad-subtitle: ANOTHER GOLDEN OPPORTUNITY—£100 CASH WILL SEE YOU INTO	[960, 726, 1095, 742]
ad-headline: HARCOURT & CO.	[503, 60, 610, 75]
ad-title: OTAKI RAILWAY.	[762, 1118, 821, 1127]
ad-headline: UNRESERVED DAIRY SALE.	[195, 121, 290, 130]
ad-body: 215 ACRES, within 25 miles of Hastings, 175 acres grass; cattle and sheep; good house. PRICE, £6 per acre. Cash, £600, balance on second mortgage or approved property.	[640, 1467, 944, 1483]
ad-body: NOTICE is hereby given that the Machinery, Fixtures, Plant, and Mining Claim owned by the above Company, and situated at Taihoa's Flat, Karioi, will be offered for Sale by Public Auction at TE KUITI, on WEDNESDAY, AUGUST 9th, 1916, at 2 o'clock p.m. For further particulars apply to Liquidator, H. HUGH ROBERTS, Feilding.	[169, 747, 316, 804]
ad-body: FREEHOLD SECTION in the heart of the City, directly opposite Town Hall. Has 66ft. frontage to Cuba Street and 66 feet frontage to Wakefield Street. ONE OF THE MOST VALUABLE FREEHOLD SITES IN WELLINGTON! PRICE FOR QUICK SALE— £125 PER FOOT. Investigate at Once! Full particulars from S. GEORGE NATHAN, Auctioneer and Land Agent, 115-115 Customhouse Quay (opp. Bank of N.Z.).	[483, 416, 630, 480]
ad-body: 95 ACRES, all in grass, carry 55 milking cows. Good 7-roomed house, cowshed with milking machine, and all necessary outbuildings. Close to railway, factory, school, and P.O. Price, £34 per acre. Owner will sell on very easy terms or consider an exchange for a good house in town. 10 ACRES, close to Levin, highly improved, with all up-to-date buildings. Price £1100. Owner will consider an up-to-date home in the Lower Hutt or Napier district as part payment.	[954, 928, 1101, 1000]
ad-body: 150 ACRES, very conveniently situated, right adjoining railway, school, townships; 6-roomed house, three loose boxes, fowl runs; twelve paddocks. Sale price, £25 an acre.	[640, 1072, 944, 1088]
ad-body: 131 ACRES, close to Palmerston North, good Dairy Farm, highly improved; 4 miles from Palmerston North, principally all cultivated; buildings, stable, shed, etc. Lease 5 years at £2 per acre. Splendid Chance. Don't write, but come and inspect.	[640, 645, 944, 670]
advertisement	[954, 1202, 1101, 1288]
ad-subtitle: WANTED, MEN WHO WISH TO SAVE WAYS:—	[730, 1458, 854, 1466]
ad-title: At 1.30 p.m.	[381, 370, 418, 379]
advertisement	[13, 613, 159, 706]
advertisement	[954, 1610, 1101, 1704]
ad-headline: WELLINGTON CITY COUNCIL.	[190, 58, 296, 67]
